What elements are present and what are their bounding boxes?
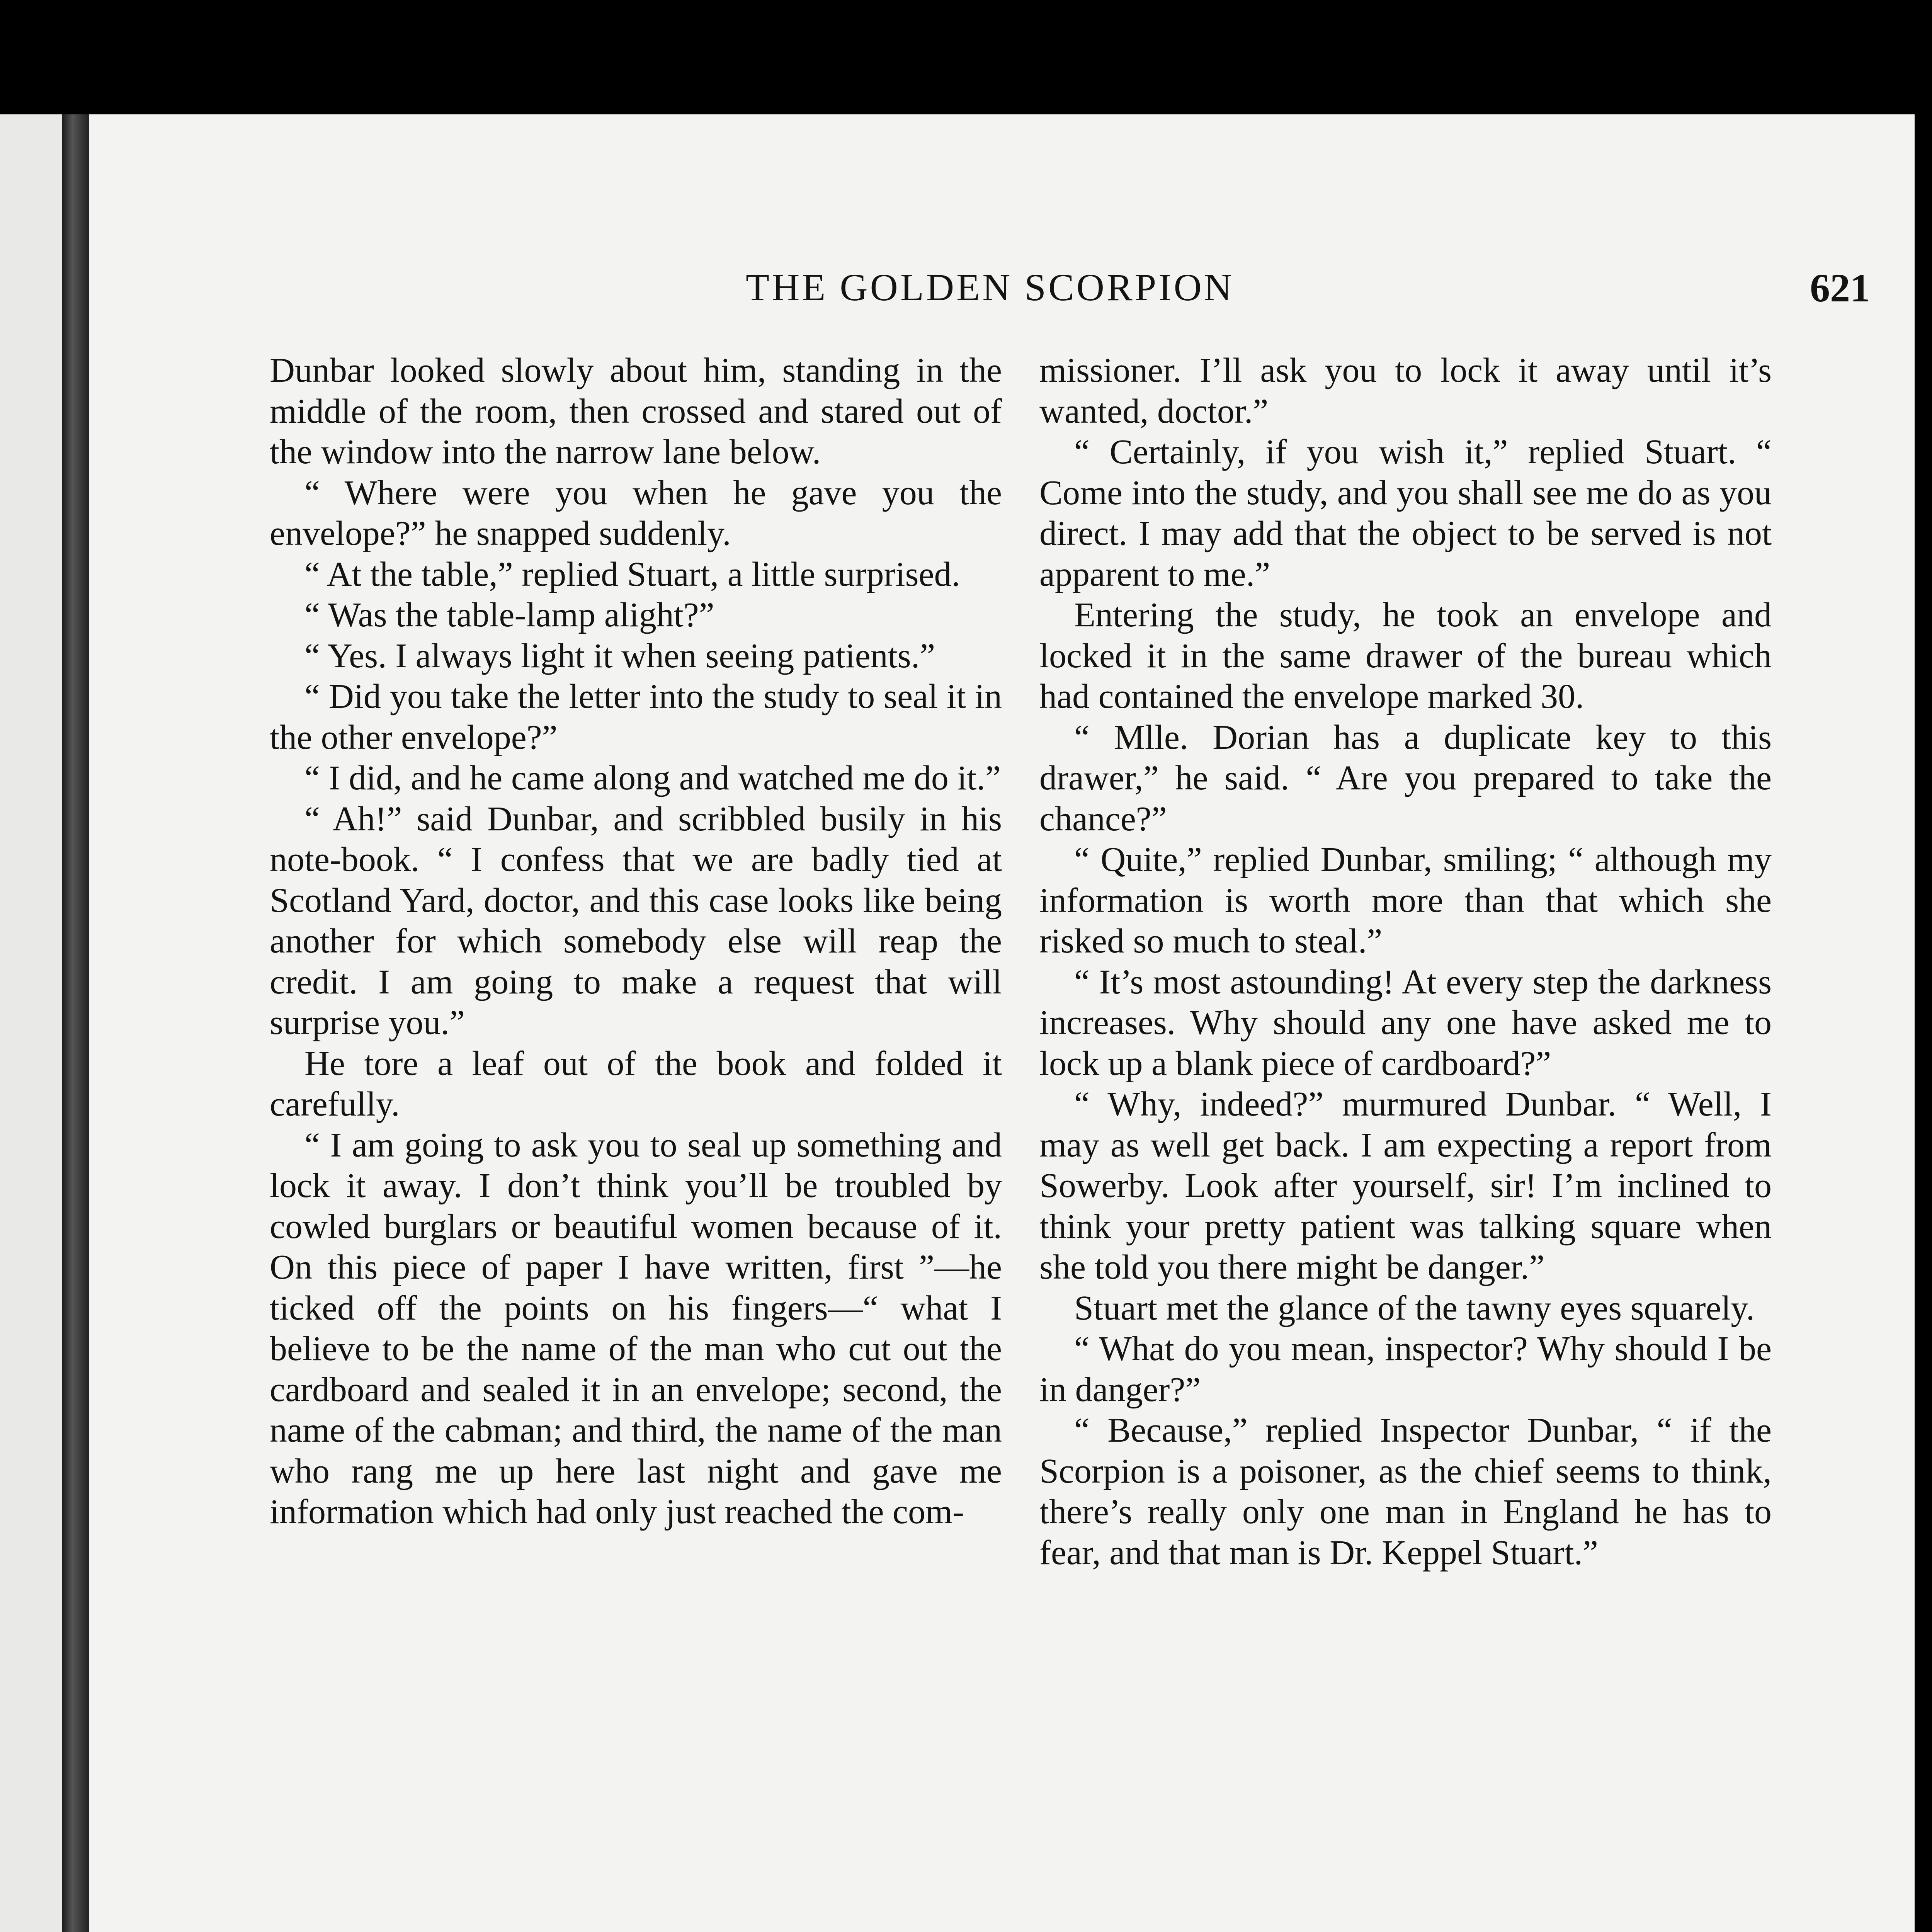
left-page-edge — [0, 114, 62, 1932]
paragraph: “ It’s most astounding! At every step the darkness increases. Why should any one have asked me to lock up a blank piece of cardboard?” — [1039, 963, 1772, 1083]
paragraph: “ Yes. I always light it when seeing patients.” — [304, 636, 935, 675]
paragraph: “ Why, indeed?” murmured Dunbar. “ Well, I may as well get back. I am expecting a report from Sowerby. Look after yourself, sir! I’m inclined to think your pretty patient was talking square when she told you there might be danger.” — [1039, 1085, 1772, 1286]
page — [89, 114, 1915, 1932]
paragraph: “ Certainly, if you wish it,” replied Stuart. “ Come into the study, and you shall see me do as you direct. I may add that the object to be served is not apparent to me.” — [1039, 433, 1772, 594]
running-title: THE GOLDEN SCORPION — [746, 266, 1234, 309]
paragraph: He tore a leaf out of the book and folded it carefully. — [270, 1044, 1002, 1123]
paragraph: Stuart met the glance of the tawny eyes squarely. — [1074, 1289, 1755, 1327]
paragraph: “ I am going to ask you to seal up something and lock it away. I don’t think you’ll be troubled by cowled burglars or beautiful women because of it. On this piece of paper I have written, first ”—he ticked off the points on his fingers—“ what I believe to be the name of the man who cut out the cardboard and sealed it in an envelope; second, the name of the cabman; and third, the name of the man who rang me up here last night and gave me information which had only just reached the com- — [270, 1126, 1002, 1531]
paragraph: “ Was the table-lamp alight?” — [304, 596, 714, 634]
paragraph: “ At the table,” replied Stuart, a little surprised. — [304, 555, 960, 594]
paragraph: Dunbar looked slowly about him, standing in the middle of the room, then crossed and stared out of the window into the narrow lane below. — [270, 351, 1002, 471]
paragraph: Entering the study, he took an envelope and locked it in the same drawer of the bureau which had contained the envelope marked 30. — [1039, 596, 1772, 716]
right-column — [1039, 350, 1772, 1573]
paragraph: “ Because,” replied Inspector Dunbar, “ if the Scorpion is a poisoner, as the chief seems to think, there’s really only one man in England he has to fear, and that man is Dr. Keppel Stuart.” — [1039, 1411, 1772, 1572]
binding-gutter — [62, 114, 89, 1932]
running-head — [89, 265, 1915, 319]
paragraph: “ Mlle. Dorian has a duplicate key to this drawer,” he said. “ Are you prepared to take the chance?” — [1039, 718, 1772, 838]
paragraph: missioner. I’ll ask you to lock it away until it’s wanted, doctor.” — [1039, 351, 1772, 430]
left-column — [270, 350, 1002, 1532]
paragraph: “ What do you mean, inspector? Why should I be in danger?” — [1039, 1330, 1772, 1409]
paragraph: “ Where were you when he gave you the envelope?” he snapped suddenly. — [270, 473, 1002, 553]
paragraph: “ I did, and he came along and watched me do it.” — [304, 759, 1001, 797]
page-number: 621 — [1810, 266, 1870, 310]
paragraph: “ Did you take the letter into the study to seal it in the other envelope?” — [270, 677, 1002, 757]
paragraph: “ Quite,” replied Dunbar, smiling; “ although my information is worth more than that which she risked so much to steal.” — [1039, 840, 1772, 960]
paragraph: “ Ah!” said Dunbar, and scribbled busily in his note-book. “ I confess that we are badly tied at Scotland Yard, doctor, and this case looks like being another for which somebody else will reap the credit. I am going to make a request that will surprise you.” — [270, 799, 1002, 1042]
